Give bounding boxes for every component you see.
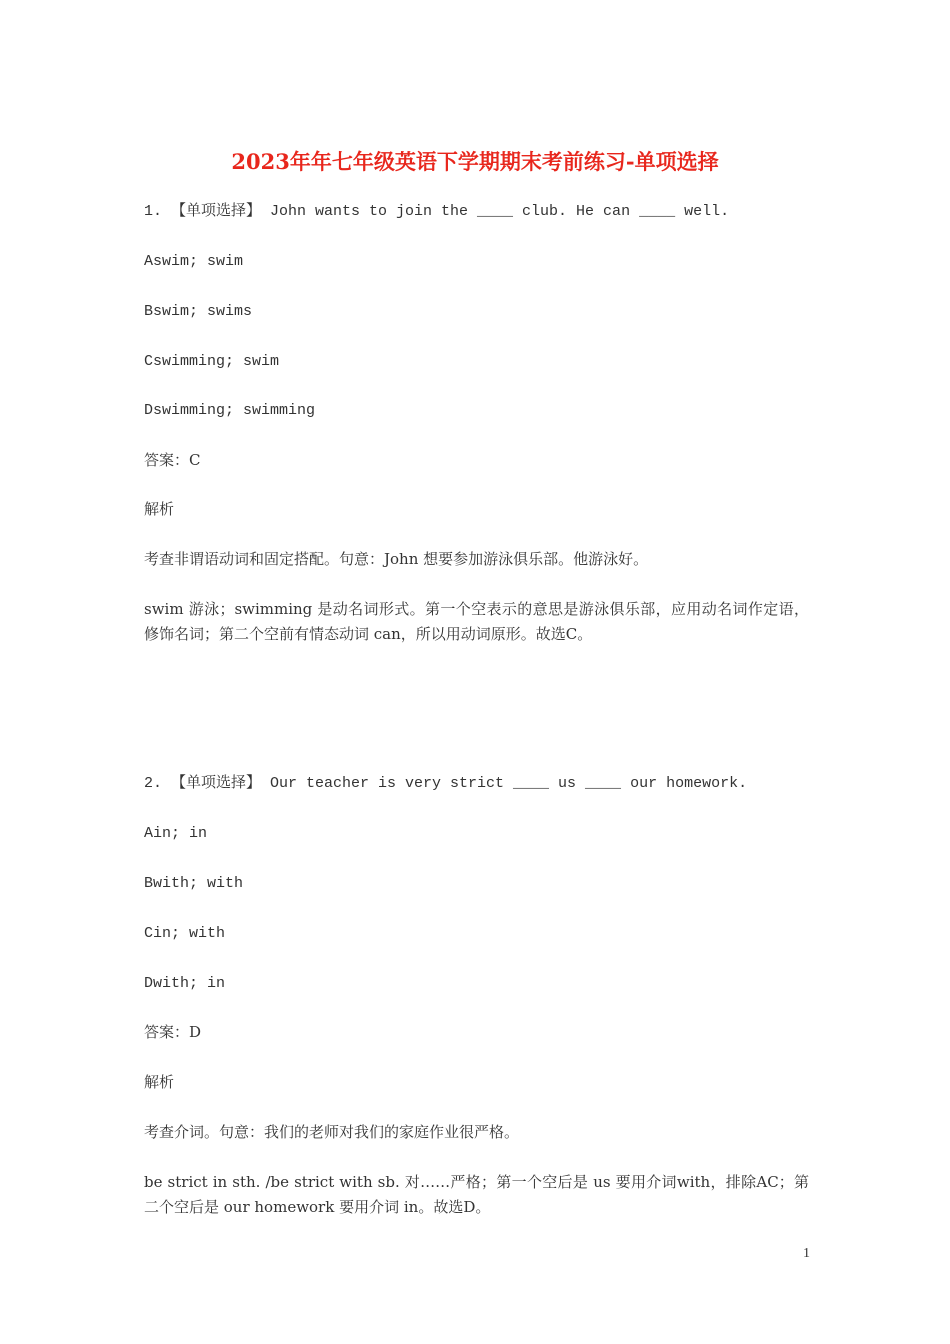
analysis-summary: 考查介词。句意：我们的老师对我们的家庭作业很严格。 [144, 1123, 520, 1141]
option-d: Dwith; in [144, 975, 226, 992]
analysis-detail: be strict in sth. /be strict with sb. 对……严格；第一个空后是 us 要用介词with，排除AC；第二个空后是 our homework 要用介词 in。故选D。 [144, 1173, 809, 1216]
option-d: Dswimming; swimming [144, 402, 316, 419]
question-stem: 2. 【单项选择】 Our teacher is very strict ____ us ____ our homework. [144, 775, 748, 792]
option-a: Aswim; swim [144, 253, 244, 270]
analysis-label: 解析 [144, 1073, 175, 1091]
analysis-label: 解析 [144, 500, 175, 518]
option-c: Cin; with [144, 925, 226, 942]
option-b: Bwith; with [144, 875, 244, 892]
analysis-detail: swim 游泳；swimming 是动名词形式。第一个空表示的意思是游泳俱乐部，应用动名词作定语，修饰名词；第二个空前有情态动词 can，所以用动词原形。故选C。 [144, 600, 809, 643]
answer: 答案：D [144, 1023, 202, 1041]
analysis-summary: 考查非谓语动词和固定搭配。句意：John 想要参加游泳俱乐部。他游泳好。 [144, 550, 649, 568]
option-c: Cswimming; swim [144, 353, 280, 370]
answer: 答案：C [144, 451, 201, 469]
option-a: Ain; in [144, 825, 208, 842]
question-stem: 1. 【单项选择】 John wants to join the ____ club. He can ____ well. [144, 203, 730, 220]
page-title: 2023年年七年级英语下学期期末考前练习-单项选择 [231, 149, 719, 174]
page-number: 1 [803, 1246, 810, 1261]
option-b: Bswim; swims [144, 303, 253, 320]
